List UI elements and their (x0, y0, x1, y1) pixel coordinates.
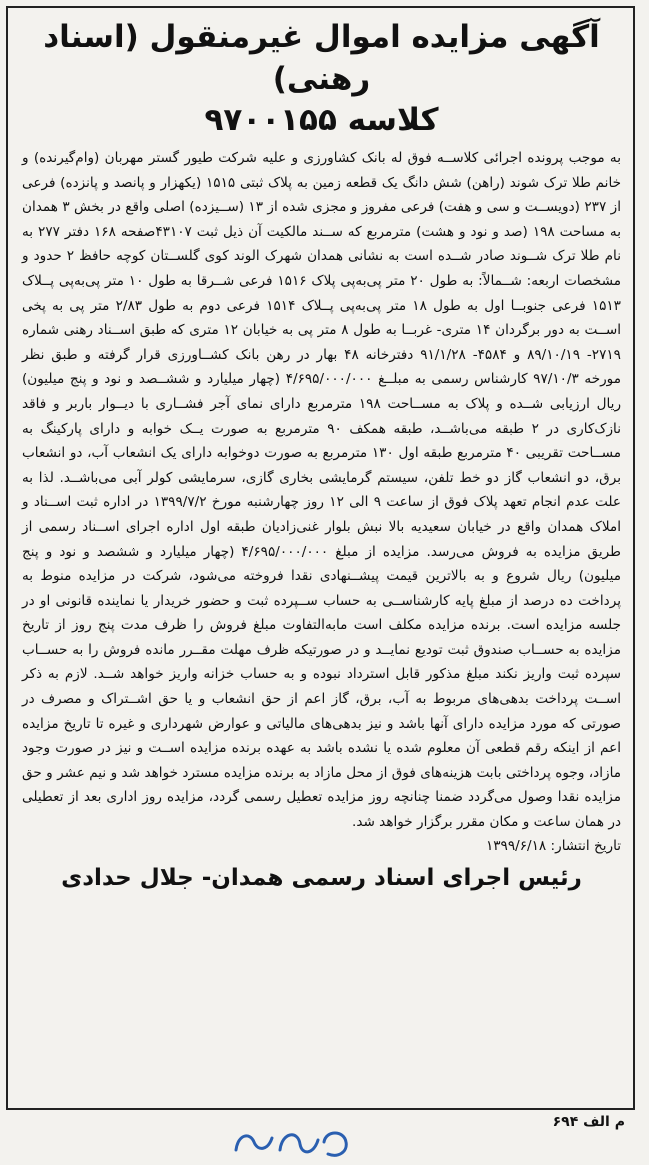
auction-notice (6, 6, 635, 1110)
handwritten-mark-icon (228, 1120, 358, 1162)
handwritten-stroke (236, 1136, 272, 1150)
case-number: کلاسه ۹۷۰۰۱۵۵ (204, 102, 439, 138)
publish-date: تاریخ انتشار: ۱۳۹۹/۶/۱۸ (485, 837, 621, 854)
signature-line: رئیس اجرای اسناد رسمی همدان- جلال حدادی (61, 864, 582, 891)
reference-code: م الف ۶۹۴ (552, 1114, 625, 1130)
handwritten-stroke (324, 1133, 346, 1155)
notice-title: آگهی مزایده اموال غیرمنقول (اسناد رهنی) (43, 19, 600, 97)
handwritten-stroke (280, 1135, 318, 1152)
notice-body: به موجب پرونده اجرائی کلاســه فوق له بانک کشاورزی و علیه شرکت طیور گستر مهربان (وام‌گیرنده) و خانم طلا ترک شوند (راهن) شش دانگ یک قطعه زمین به پلاک ثبتی ۱۵۱۵ (یکهزار و پانصد و پانزده) فرعی از ۲۳۷ (دویســت و سی و هفت) فرعی مفروز و مجزی شده از ۱۳ (ســیزده) اصلی واقع در بخش ۳ همدان به مساحت ۱۹۸ (صد و نود و هشت) مترمربع که ســند مالکیت آن ذیل ثبت ۴۳۱۰۷صفحه ۱۶۸ دفتر ۲۷۷ به نام طلا ترک شــوند صادر شــده است به نشانی همدان شهرک الوند کوی گلســتان کوچه حافظ ۲ حدود و مشخصات اربعه: شــمالاً: به طول ۲۰ متر پی‌به‌پی پلاک ۱۵۱۶ فرعی شــرقا به طول ۱۰ متر پی‌به‌پی پــلاک ۱۵۱۳ فرعی جنوبــا اول به طول ۱۸ متر پی‌به‌پی پــلاک ۱۵۱۴ فرعی دوم به طول ۲/۸۳ متر پی به پخی اســت به دور برگردان ۱۴ متری- غربــا به طول ۸ متر پی به خیابان ۱۲ متری که طبق اســناد رهنی شماره ۲۷۱۹- ۸۹/۱۰/۱۹ و ۴۵۸۴- ۹۱/۱/۲۸ دفترخانه ۴۸ بهار در رهن بانک کشــاورزی قرار گرفته و طبق نظر مورخه ۹۷/۱۰/۳ کارشناس رسمی به مبلــغ ۴/۶۹۵/۰۰۰/۰۰۰ (چهار میلیارد و ششــصد و نود و پنج میلیون) ریال ارزیابی شــده و پلاک به مســاحت ۱۹۸ مترمربع دارای نمای آجر فشــاری با دیــوار باربر و فاقد نازک‌کاری در ۲ طبقه می‌باشــد، طبقه همکف ۹۰ مترمربع به صورت یــک خوابه و دارای پارکینگ به مســاحت تقریبی ۴۰ مترمربع طبقه اول ۱۳۰ مترمربع به صورت دوخوابه دارای یک انشعاب آب، دو انشعاب برق، دو انشعاب گاز دو خط تلفن، سیستم گرمایشی بخاری گازی، سرمایشی کولر آبی می‌باشــد. لذا به علت عدم انجام تعهد پلاک فوق از ساعت ۹ الی ۱۲ روز چهارشنبه مورخ ۱۳۹۹/۷/۲ در اداره ثبت اســناد و املاک همدان واقع در خیابان سعیدیه بالا نبش بلوار غنی‌زادیان طبقه اول اداره اجرای اســناد رسمی از طریق مزایده به فروش می‌رسد. مزایده از مبلغ ۴/۶۹۵/۰۰۰/۰۰۰ (چهار میلیارد و ششصد و نود و پنج میلیون) ریال شروع و به بالاترین قیمت پیشــنهادی نقدا فروخته می‌شود، شرکت در مزایده منوط به پرداخت ده درصد از مبلغ پایه کارشناســی به حساب ســپرده ثبت و حضور خریدار یا نماینده قانونی او در جلسه مزایده است. برنده مزایده مکلف است مابه‌التفاوت مبلغ فروش را ظرف مدت پنج روز از تاریخ مزایده به حســاب صندوق ثبت توديع نمايــد و در صورتیکه ظرف مهلت مقــرر مانده فروش را به حســاب سپرده ثبت واریز نکند مبلغ مذکور قابل استرداد نبوده و به حساب خزانه واریز خواهد شــد. لازم به ذکر اســت پرداخت بدهی‌های مربوط به آب، برق، گاز اعم از حق انشعاب و یا حق اشــتراک و مصرف در صورتی که مورد مزایده دارای آنها باشد و نیز بدهی‌های مالیاتی و عوارض شهرداری و غیره تا تاریخ مزایده اعم از اینکه رقم قطعی آن معلوم شده یا نشده باشد به عهده برنده مزایده اســت و نیز در صورت وجود مازاد، وجوه پرداختی بابت هزینه‌های فوق از محل مازاد به برنده مزایده مسترد خواهد شد و نیم عشر و حق مزایده نقدا وصول می‌گردد ضمنا چنانچه روز مزایده تعطیل رسمی گردد، مزایده روز اداری بعد از تعطیلی در همان ساعت و مکان مقرر برگزار خواهد شد. (22, 150, 622, 831)
